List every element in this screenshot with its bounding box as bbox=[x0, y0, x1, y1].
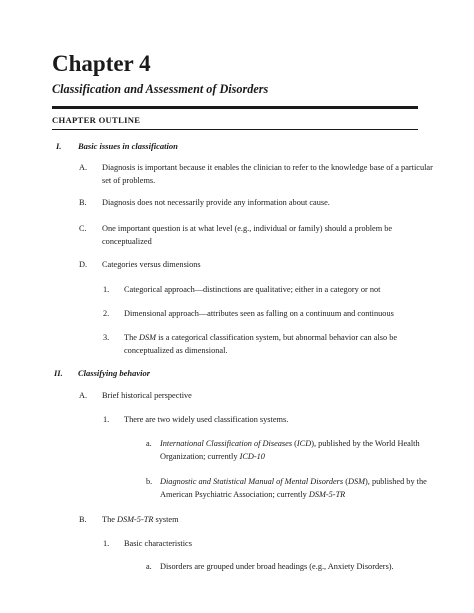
subsubitem-label: a. bbox=[146, 562, 152, 571]
subsubitem-text: American Psychiatric Association; currently DSM-5-TR bbox=[160, 490, 346, 499]
chapter-title: Chapter 4 bbox=[52, 51, 151, 76]
item-label: A. bbox=[79, 391, 88, 400]
title-rule bbox=[52, 106, 418, 109]
section-title: Basic issues in classification bbox=[78, 141, 178, 151]
subitem-text: The DSM is a categorical classification system, but abnormal behavior can also be bbox=[124, 333, 398, 342]
subitem-text: conceptualized as dimensional. bbox=[124, 346, 228, 355]
subitem-label: 3. bbox=[103, 333, 110, 342]
subitem-label: 1. bbox=[103, 285, 110, 294]
section-number: II. bbox=[54, 368, 63, 378]
subitem-label: 1. bbox=[103, 415, 110, 424]
outline-rule bbox=[52, 129, 418, 130]
item-text: Diagnosis is important because it enables the clinician to refer to the knowledge base of a particular bbox=[102, 163, 433, 172]
item-text: One important question is at what level (e.g., individual or family) should a problem be bbox=[102, 224, 393, 233]
item-label: D. bbox=[79, 260, 88, 269]
chapter-subtitle: Classification and Assessment of Disorders bbox=[52, 82, 269, 96]
item-label: B. bbox=[79, 515, 87, 524]
subsubitem-label: b. bbox=[146, 477, 153, 486]
subsubitem-text: Organization; currently ICD-10 bbox=[160, 452, 265, 461]
item-text: Brief historical perspective bbox=[102, 391, 192, 400]
outline-heading: CHAPTER OUTLINE bbox=[52, 115, 141, 125]
subitem-label: 1. bbox=[103, 539, 110, 548]
subitem-label: 2. bbox=[103, 309, 110, 318]
subitem-text: Dimensional approach—attributes seen as falling on a continuum and continuous bbox=[124, 309, 394, 318]
item-text: conceptualized bbox=[102, 237, 152, 246]
section-number: I. bbox=[56, 141, 62, 151]
item-text: Diagnosis does not necessarily provide any information about cause. bbox=[102, 198, 330, 207]
item-label: C. bbox=[79, 224, 87, 233]
subsubitem-label: a. bbox=[146, 439, 152, 448]
item-text: The DSM-5-TR system bbox=[102, 515, 179, 524]
subsubitem-text: Disorders are grouped under broad headings (e.g., Anxiety Disorders). bbox=[160, 562, 394, 571]
item-label: A. bbox=[79, 163, 88, 172]
item-text: set of problems. bbox=[102, 176, 156, 185]
subitem-text: Basic characteristics bbox=[124, 539, 192, 548]
subsubitem-text: Diagnostic and Statistical Manual of Mental Disorders (DSM), published by the bbox=[160, 477, 427, 486]
item-text: Categories versus dimensions bbox=[102, 260, 201, 269]
section-title: Classifying behavior bbox=[78, 368, 151, 378]
item-label: B. bbox=[79, 198, 87, 207]
subsubitem-text: International Classification of Diseases (ICD), published by the World Health bbox=[160, 439, 420, 448]
subitem-text: There are two widely used classification systems. bbox=[124, 415, 289, 424]
subitem-text: Categorical approach—distinctions are qualitative; either in a category or not bbox=[124, 285, 381, 294]
